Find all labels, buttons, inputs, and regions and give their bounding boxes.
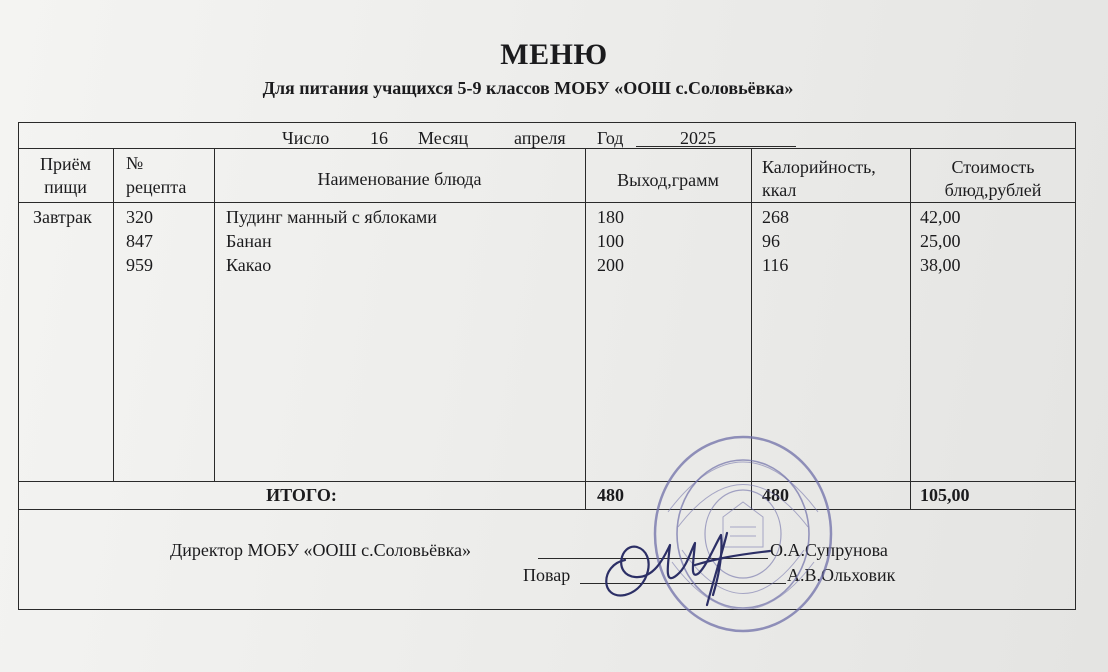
director-label: Директор МОБУ «ООШ с.Соловьёвка»: [170, 540, 472, 560]
row-calories: 116: [762, 255, 789, 275]
header-calories-line2: ккал: [762, 180, 797, 200]
month-value: апреля: [514, 128, 566, 148]
header-output: Выход,грамм: [617, 170, 719, 190]
row-recipe: 959: [126, 255, 153, 275]
header-recipe-line2: рецепта: [126, 177, 187, 197]
row-cost: 42,00: [920, 207, 961, 227]
handwritten-signature: [595, 515, 775, 610]
header-meal-line2: пищи: [44, 177, 87, 197]
page-subtitle: Для питания учащихся 5-9 классов МОБУ «ООШ с.Соловьёвка»: [262, 78, 794, 98]
day-label: Число: [282, 128, 330, 148]
row-recipe: 320: [126, 207, 153, 227]
rule-below-total: [18, 509, 1076, 510]
header-recipe-line1: №: [126, 153, 144, 173]
rule-above-total: [18, 481, 1076, 482]
row-output: 100: [597, 231, 624, 251]
day-value: 16: [370, 128, 388, 148]
col-divider-recipe: [113, 148, 114, 481]
header-dish: Наименование блюда: [317, 169, 482, 189]
total-calories: 480: [762, 485, 789, 505]
total-cost: 105,00: [920, 485, 970, 505]
year-underline: [636, 146, 796, 147]
col-divider-output: [585, 148, 586, 509]
total-label: ИТОГО:: [266, 485, 337, 505]
cook-name: А.В.Ольховик: [787, 565, 896, 585]
header-cost-line1: Стоимость: [951, 157, 1035, 177]
row-dish: Банан: [226, 231, 272, 251]
header-cost-line2: блюд,рублей: [944, 180, 1042, 200]
row-dish: Пудинг манный с яблоками: [226, 207, 437, 227]
row-dish: Какао: [226, 255, 272, 275]
col-divider-dish: [214, 148, 215, 481]
month-label: Месяц: [418, 128, 469, 148]
page-title: МЕНЮ: [500, 38, 608, 71]
cook-label: Повар: [523, 565, 571, 585]
year-label: Год: [597, 128, 624, 148]
total-output: 480: [597, 485, 624, 505]
header-meal-line1: Приём: [39, 154, 91, 174]
row-cost: 38,00: [920, 255, 961, 275]
row-cost: 25,00: [920, 231, 961, 251]
row-calories: 268: [762, 207, 789, 227]
header-calories-line1: Калорийность,: [762, 157, 876, 177]
col-divider-cost: [910, 148, 911, 509]
year-value: 2025: [680, 128, 716, 148]
row-calories: 96: [762, 231, 780, 251]
row-output: 180: [597, 207, 624, 227]
row-recipe: 847: [126, 231, 153, 251]
row-output: 200: [597, 255, 624, 275]
meal-cell: Завтрак: [33, 207, 92, 227]
rule-under-header: [18, 202, 1076, 203]
director-name: О.А.Супрунова: [770, 540, 888, 560]
